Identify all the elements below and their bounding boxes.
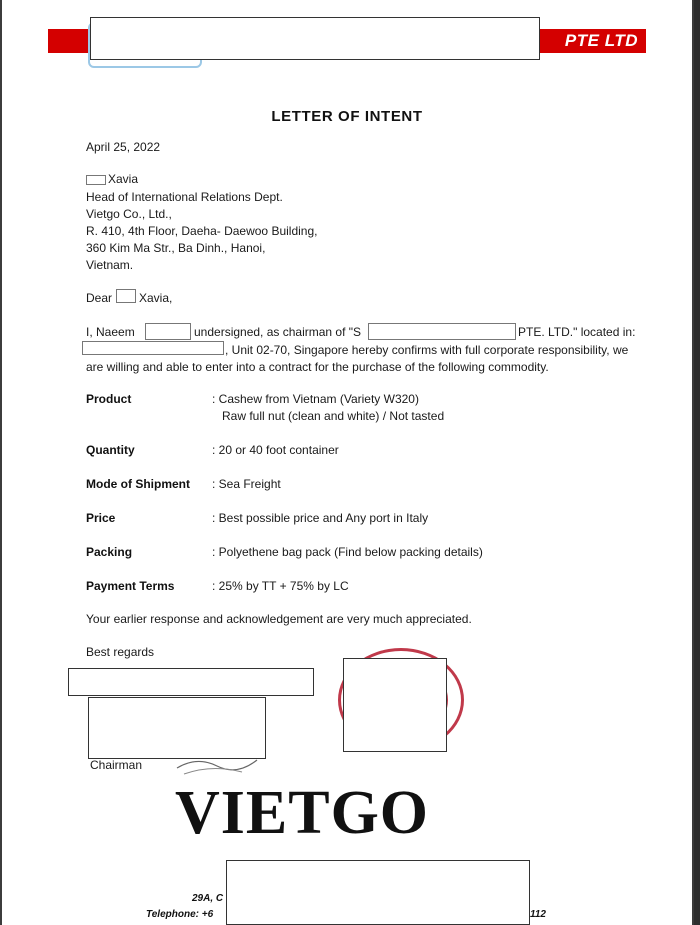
recipient-line: Vietgo Co., Ltd., <box>86 207 172 221</box>
redacted-address <box>82 341 224 355</box>
term-label-quantity: Quantity <box>86 443 135 457</box>
recipient-name: Xavia <box>108 172 139 186</box>
redacted-buyer-name <box>368 323 516 340</box>
signer-title: Chairman <box>90 758 143 772</box>
recipient-line: 360 Kim Ma Str., Ba Dinh., Hanoi, <box>86 241 266 255</box>
term-value-packing: : Polyethene bag pack (Find below packing details) <box>212 545 483 559</box>
footer-phone-suffix: 112 <box>530 909 546 920</box>
redacted-footer <box>226 860 530 925</box>
term-value-shipment: : Sea Freight <box>212 477 281 491</box>
term-label-payment: Payment Terms <box>86 579 175 593</box>
redacted-surname <box>145 323 191 340</box>
footer-phone: Telephone: +6 <box>146 909 214 920</box>
letter-page <box>2 0 692 925</box>
salutation-prefix: Dear <box>86 291 113 305</box>
recipient-line: Head of International Relations Dept. <box>86 190 283 204</box>
term-value-payment: : 25% by TT + 75% by LC <box>212 579 349 593</box>
footer-address: 29A, C <box>192 893 224 904</box>
vietgo-watermark: VIETGO <box>174 779 430 847</box>
company-suffix: PTE LTD <box>564 31 638 50</box>
term-label-product: Product <box>86 392 132 406</box>
term-value-product-detail: Raw full nut (clean and white) / Not tasted <box>222 409 445 423</box>
redacted-stamp <box>343 658 447 752</box>
term-value-price: : Best possible price and Any port in Italy <box>212 511 429 525</box>
term-value-quantity: : 20 or 40 foot container <box>212 443 339 457</box>
intro-part-4: , Unit 02-70, Singapore hereby confirms with full corporate responsibility, we <box>225 343 629 357</box>
closing-note: Your earlier response and acknowledgement are very much appreciated. <box>86 612 472 626</box>
redacted-signer-name <box>68 668 314 696</box>
letter-date: April 25, 2022 <box>86 140 161 154</box>
recipient-line: Vietnam. <box>86 258 134 272</box>
intro-part-3: PTE. LTD." located in: <box>518 325 636 339</box>
signature-scribble <box>172 748 262 778</box>
redacted-title <box>86 175 106 185</box>
salutation-name: Xavia, <box>139 291 173 305</box>
letter-title: LETTER OF INTENT <box>271 108 423 125</box>
intro-part-5: are willing and able to enter into a contract for the purchase of the following commodity. <box>86 360 549 374</box>
term-label-packing: Packing <box>86 545 133 559</box>
term-value-product: : Cashew from Vietnam (Variety W320) <box>212 392 419 406</box>
term-label-price: Price <box>86 511 116 525</box>
scrollbar[interactable] <box>694 0 700 925</box>
redacted-salutation <box>116 289 136 303</box>
recipient-line: R. 410, 4th Floor, Daeha- Daewoo Building, <box>86 224 318 238</box>
regards: Best regards <box>86 645 155 659</box>
term-label-shipment: Mode of Shipment <box>86 477 190 491</box>
redacted-company-name <box>90 17 540 60</box>
intro-part-1: I, Naeem <box>86 325 135 339</box>
intro-part-2: undersigned, as chairman of "S <box>194 325 362 339</box>
